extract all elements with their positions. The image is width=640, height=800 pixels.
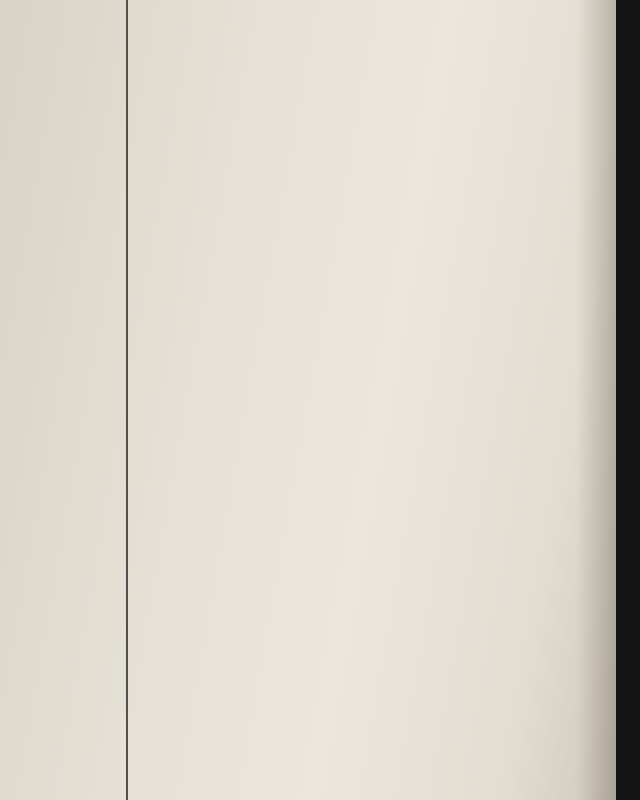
column-rule (126, 0, 128, 800)
page-shadow (576, 0, 616, 800)
